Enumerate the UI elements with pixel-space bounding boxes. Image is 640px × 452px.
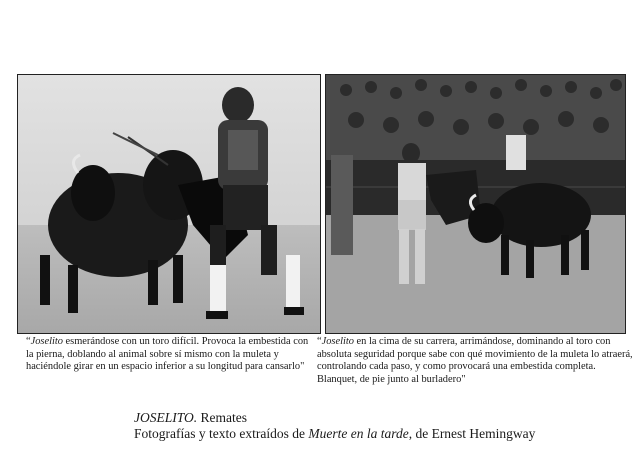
caption-right (317, 336, 633, 386)
footer-title-suffix: Remates (197, 410, 248, 425)
footer-source-suffix: , de Ernest Hemingway (408, 426, 536, 441)
caption-left-name: Joselito (30, 336, 63, 347)
caption-right-text: en la cima de su carrera, arrimándose, dominando al toro con absoluta seguridad porque sabe con qué movimiento de la muleta lo atraerá, controlando cada paso, y como provocará una embestida completa. (317, 336, 633, 373)
photo-joselito-peak-career (325, 74, 626, 334)
footer-source-line (134, 426, 535, 442)
footer-title: JOSELITO. (134, 410, 198, 425)
footer-book-title: Muerte en la tarde (308, 426, 409, 441)
caption-right-second-line: Blanquet, de pie junto al burladero" (317, 373, 466, 385)
caption-right-open-quote: “ (317, 336, 322, 347)
footer-title-line (134, 410, 247, 426)
photo-left-image (18, 75, 320, 333)
caption-left (26, 336, 316, 374)
photo-joselito-difficult-bull (17, 74, 321, 334)
caption-left-text: esmerándose con un toro difícil. Provoca la embestida con la pierna, doblando al animal sobre sí mismo con la muleta y haciéndole girar en un espacio inferior a su longitud para cansarlo" (26, 336, 309, 373)
caption-left-open-quote: “ (26, 336, 31, 347)
footer-source-prefix: Fotografías y texto extraídos de (134, 426, 309, 441)
photo-right-image (326, 75, 625, 333)
caption-right-name: Joselito (321, 336, 354, 347)
